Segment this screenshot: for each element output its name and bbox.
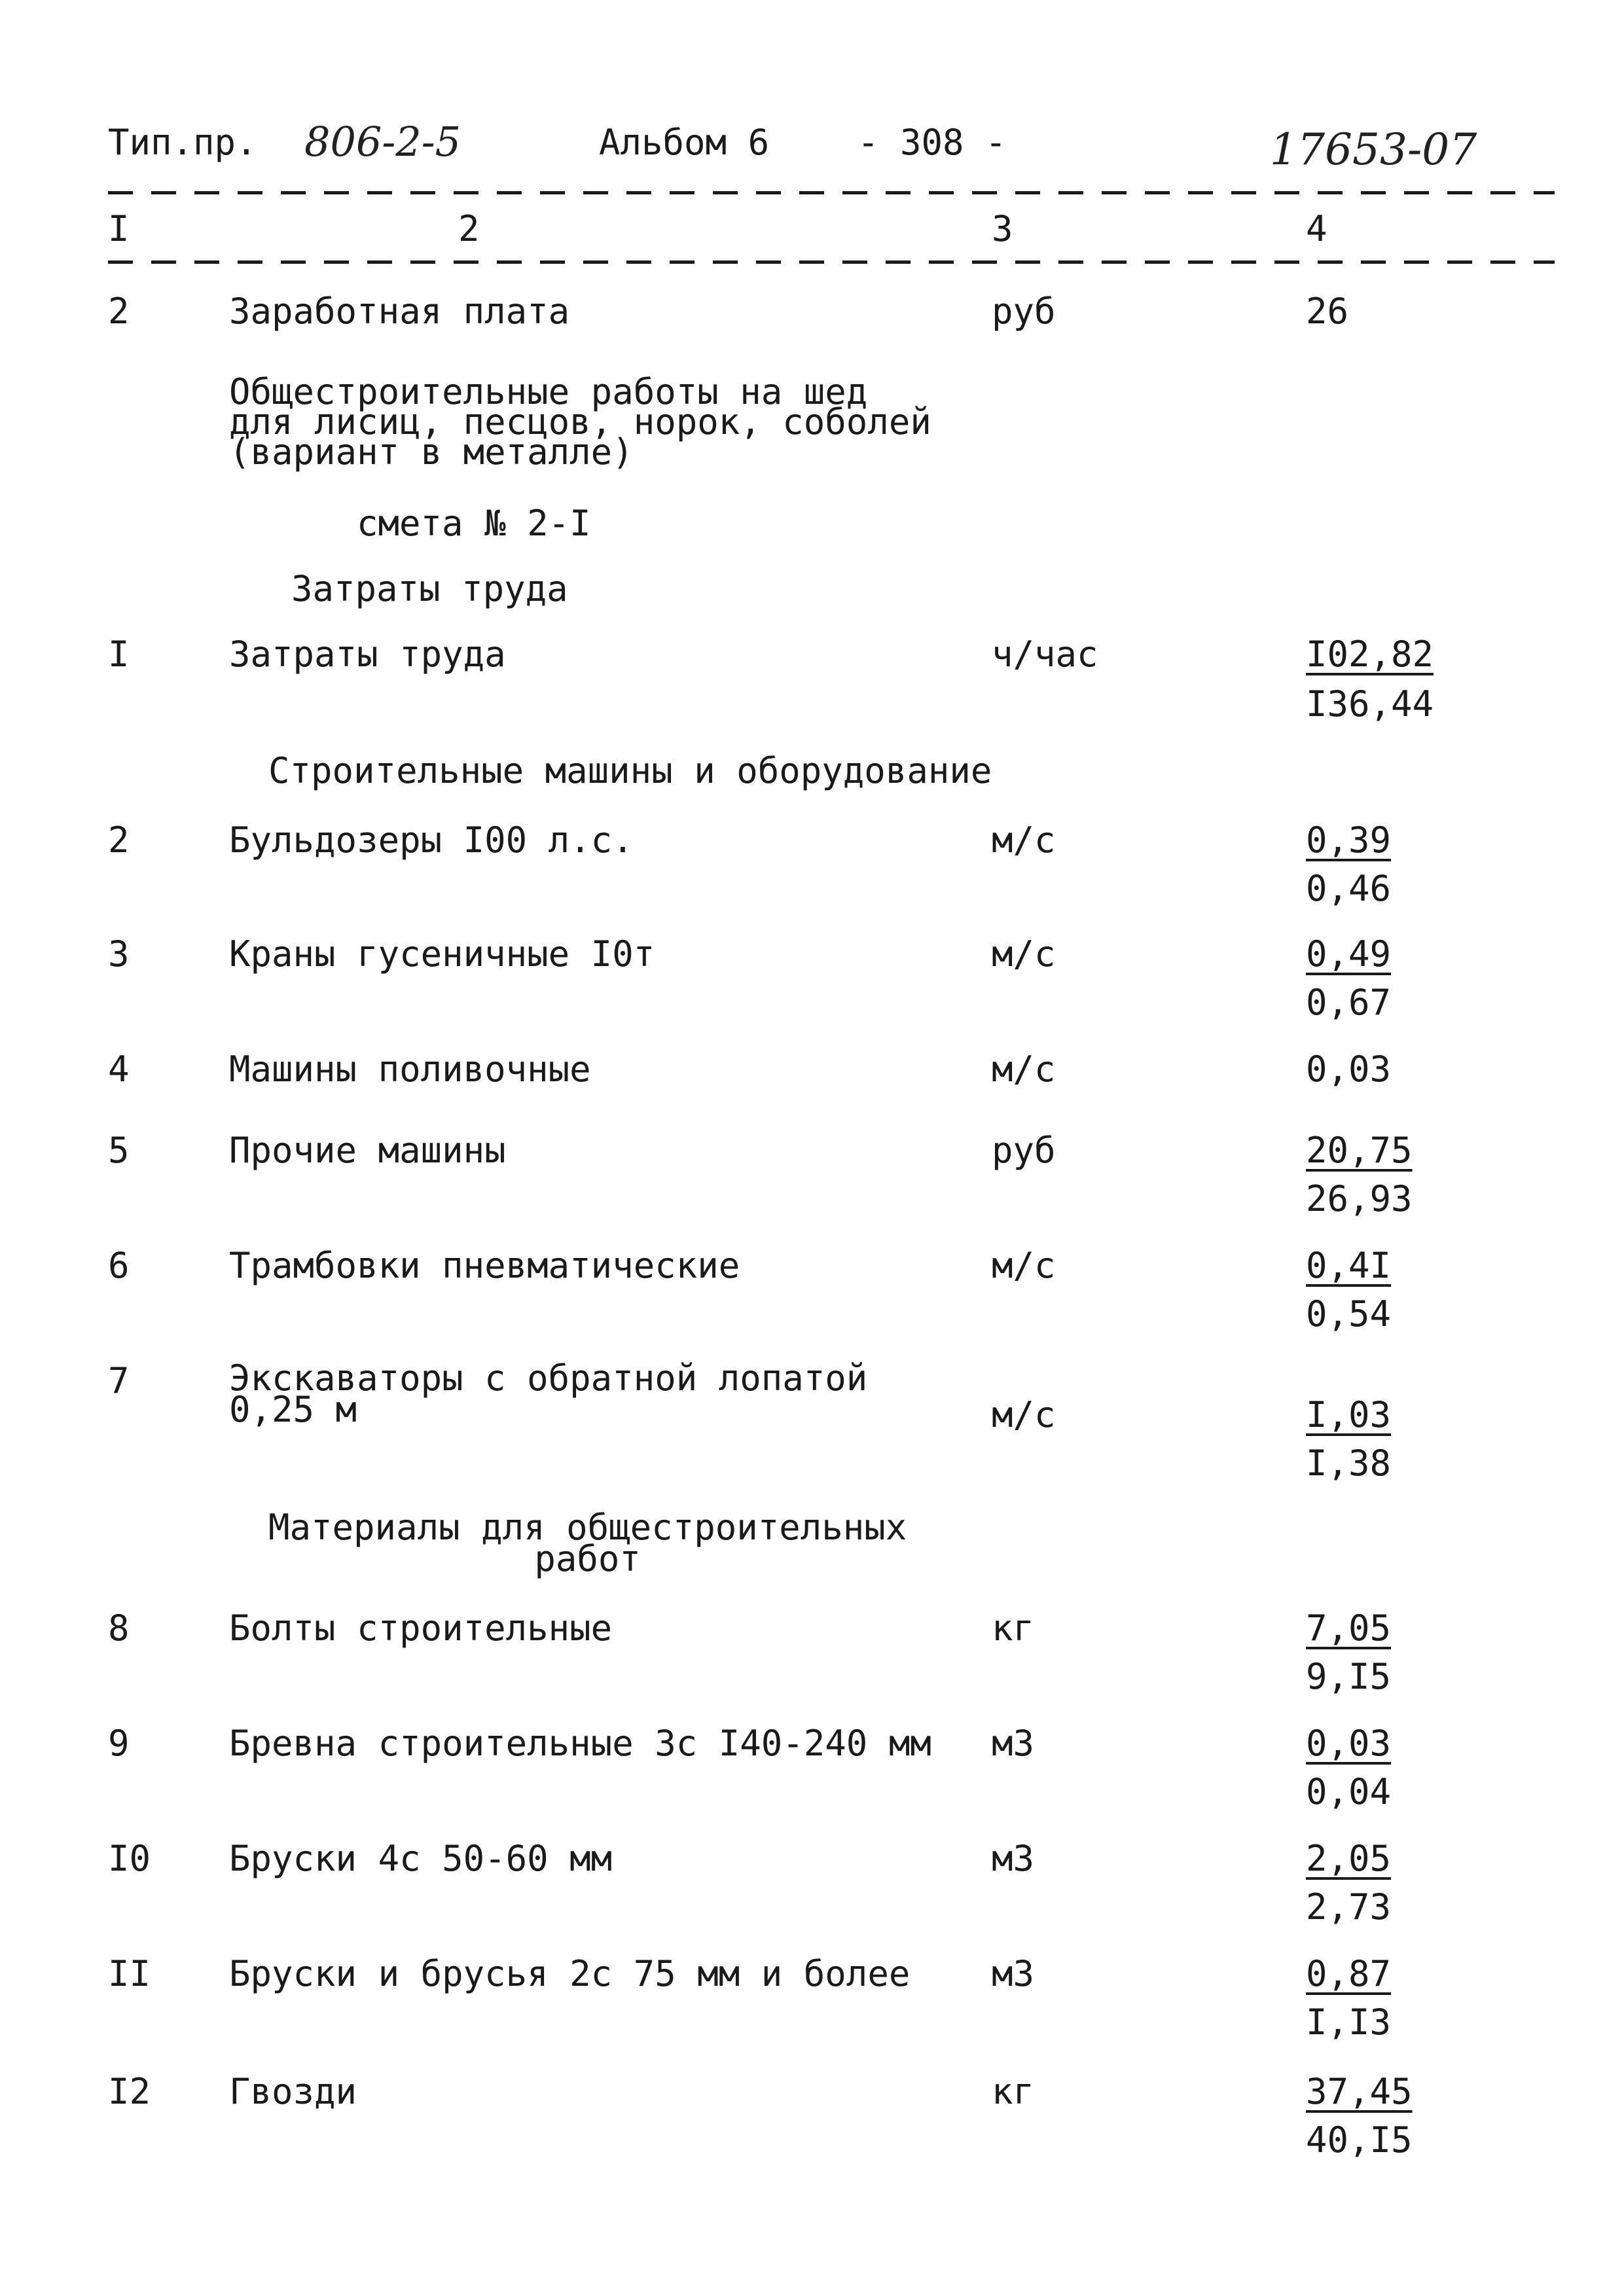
row-value-top: I,03 <box>1306 1394 1392 1435</box>
row-number: I2 <box>108 2071 151 2112</box>
row-unit: ч/час <box>992 634 1098 675</box>
doc-type-label: Тип.пр. <box>108 122 257 163</box>
row-number: 6 <box>108 1245 130 1286</box>
row-value-top: 0,4I <box>1306 1245 1392 1286</box>
row-value-top: 7,05 <box>1306 1607 1392 1649</box>
section-title: Общестроительные работы на шед для лисиц, песцов, норок, соболей (вариант в металле) <box>229 371 931 473</box>
row-unit: м/с <box>992 1245 1056 1286</box>
row-value-bottom: 40,I5 <box>1306 2119 1413 2161</box>
column-header-4: 4 <box>1306 208 1327 249</box>
row-number: 2 <box>108 819 130 861</box>
column-header-3: 3 <box>992 208 1013 249</box>
row-value-bottom: 2,73 <box>1306 1886 1392 1928</box>
row-name: Бревна строительные 3с I40-240 мм <box>229 1723 931 1764</box>
row-unit: руб <box>992 1130 1056 1171</box>
row-unit: м/с <box>992 1394 1056 1435</box>
page-number: - 308 - <box>857 122 1007 163</box>
row-number: 9 <box>108 1723 130 1764</box>
row-value-bottom: 26,93 <box>1306 1178 1413 1219</box>
row-unit: м3 <box>992 1723 1035 1764</box>
row-value-bottom: 9,I5 <box>1306 1656 1392 1697</box>
row-name: Затраты труда <box>229 634 506 675</box>
row-value-top: 0,03 <box>1306 1723 1392 1764</box>
estimate-title: смета № 2-I <box>357 503 591 544</box>
row-value-bottom: 0,54 <box>1306 1293 1392 1335</box>
row-unit: м/с <box>992 1049 1056 1090</box>
row-number: 8 <box>108 1607 130 1649</box>
row-value-bottom: I36,44 <box>1306 683 1434 725</box>
row-number: II <box>108 1953 151 1994</box>
row-value-bottom: 0,04 <box>1306 1771 1392 1812</box>
row-number: I0 <box>108 1838 151 1879</box>
row-value: 26 <box>1306 291 1349 332</box>
row-name: Машины поливочные <box>229 1049 591 1090</box>
row-unit: м/с <box>992 933 1056 975</box>
row-value-bottom: I,38 <box>1306 1443 1392 1484</box>
row-name: Краны гусеничные I0т <box>229 933 655 975</box>
divider-top <box>108 191 1555 194</box>
row-name: Бруски и брусья 2с 75 мм и более <box>229 1953 911 1994</box>
section-heading-machines: Строительные машины и оборудование <box>268 750 992 791</box>
row-value-top: 2,05 <box>1306 1838 1392 1879</box>
row-name: Экскаваторы с обратной лопатой 0,25 м <box>229 1357 868 1430</box>
divider-header <box>108 260 1555 264</box>
row-unit: кг <box>992 1607 1035 1649</box>
row-value-top: 0,39 <box>1306 819 1392 861</box>
row-value-top: 0,49 <box>1306 933 1392 975</box>
row-number: 7 <box>108 1360 130 1401</box>
row-number: 4 <box>108 1049 130 1090</box>
row-name: Заработная плата <box>229 291 570 332</box>
row-name: Бульдозеры I00 л.с. <box>229 819 634 861</box>
album-label: Альбом 6 <box>599 122 770 163</box>
row-unit: руб <box>992 291 1056 332</box>
row-unit: кг <box>992 2071 1035 2112</box>
row-value-top: 37,45 <box>1306 2071 1413 2112</box>
row-name: Гвозди <box>229 2071 357 2112</box>
project-number: 806-2-5 <box>304 118 461 166</box>
row-number: 5 <box>108 1130 130 1171</box>
column-header-1: I <box>108 208 130 249</box>
row-value: 0,03 <box>1306 1049 1392 1090</box>
row-name: Бруски 4с 50-60 мм <box>229 1838 613 1879</box>
row-name: Болты строительные <box>229 1607 613 1649</box>
row-value-top: 20,75 <box>1306 1130 1413 1171</box>
row-number: 2 <box>108 291 130 332</box>
row-unit: м3 <box>992 1838 1035 1879</box>
row-value-top: I02,82 <box>1306 634 1434 675</box>
row-value-bottom: I,I3 <box>1306 2002 1392 2043</box>
row-unit: м/с <box>992 819 1056 861</box>
section-heading-materials: Материалы для общестроительных работ <box>268 1507 907 1579</box>
row-value-bottom: 0,67 <box>1306 982 1392 1023</box>
column-header-2: 2 <box>458 208 480 249</box>
row-unit: м3 <box>992 1953 1035 1994</box>
row-name: Трамбовки пневматические <box>229 1245 740 1286</box>
row-value-bottom: 0,46 <box>1306 868 1392 909</box>
row-value-top: 0,87 <box>1306 1953 1392 1994</box>
row-name: Прочие машины <box>229 1130 506 1171</box>
section-heading-labor: Затраты труда <box>291 568 568 609</box>
row-number: 3 <box>108 933 130 975</box>
row-number: I <box>108 634 130 675</box>
document-code: 17653-07 <box>1270 124 1477 175</box>
